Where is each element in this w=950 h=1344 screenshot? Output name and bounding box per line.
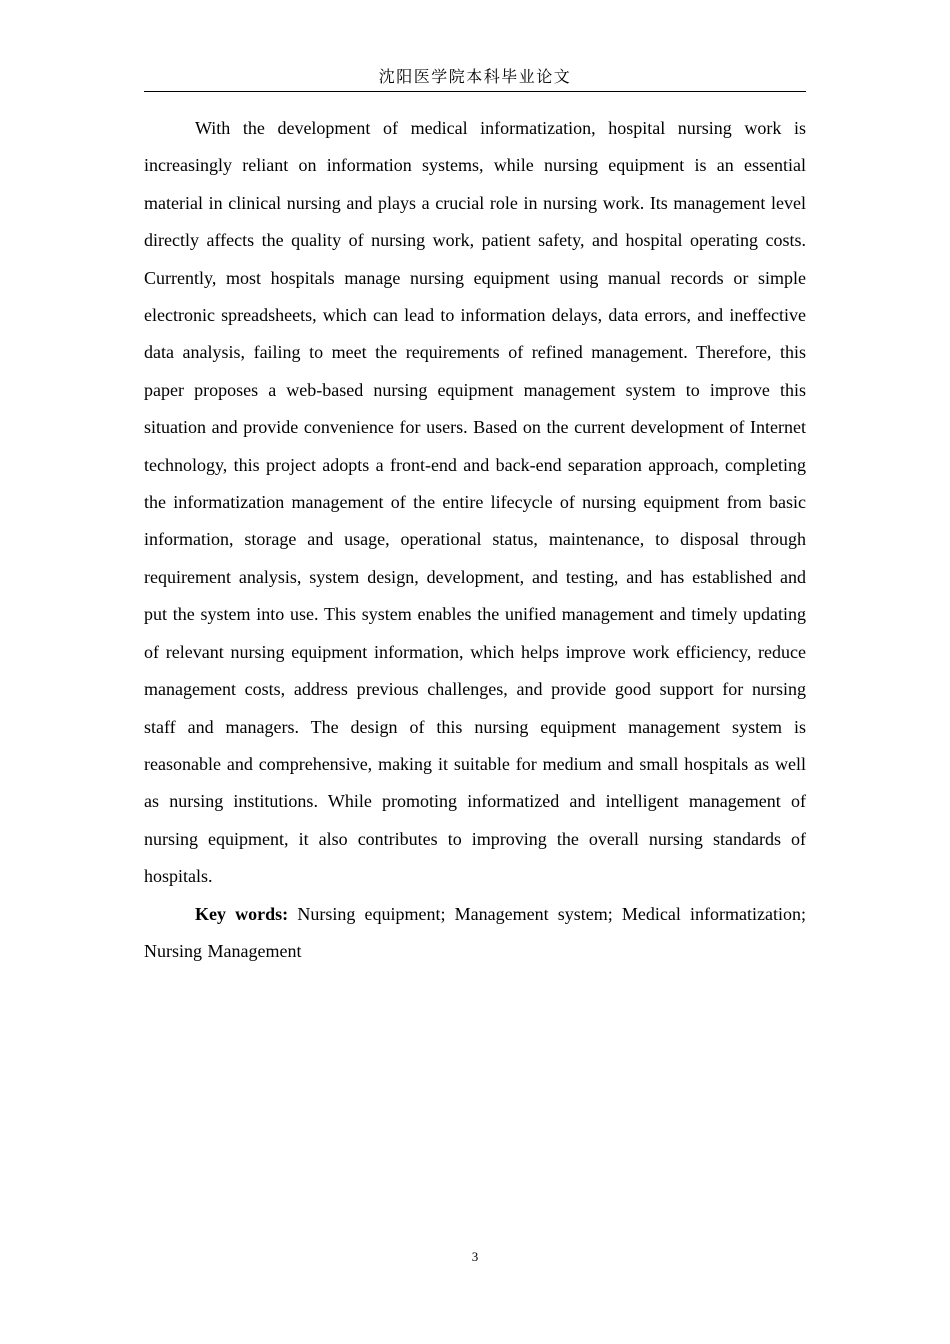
header-rule (144, 91, 806, 92)
keywords-text: Nursing equipment; Management system; Medical informatization; Nursing Management (144, 903, 807, 961)
running-header: 沈阳医学院本科毕业论文 (378, 67, 572, 86)
abstract-section (144, 110, 806, 970)
keywords-line (144, 896, 806, 971)
keywords-label: Key words: (195, 903, 289, 924)
page-number: 3 (471, 1249, 479, 1264)
abstract-paragraph: With the development of medical informatization, hospital nursing work is increasingly reliant on information systems, while nursing equipment is an essential material in clinical nursing and plays a crucial role in nursing work. Its management level directly affects the quality of nursing work, patient safety, and hospital operating costs. Currently, most hospitals manage nursing equipment using manual records or simple electronic spreadsheets, which can lead to information delays, data errors, and ineffective data analysis, failing to meet the requirements of refined management. Therefore, this paper proposes a web-based nursing equipment management system to improve this situation and provide convenience for users. Based on the current development of Internet technology, this project adopts a front-end and back-end separation approach, completing the informatization management of the entire lifecycle of nursing equipment from basic information, storage and usage, operational status, maintenance, to disposal through requirement analysis, system design, development, and testing, and has established and put the system into use. This system enables the unified management and timely updating of relevant nursing equipment information, which helps improve work efficiency, reduce management costs, address previous challenges, and provide good support for nursing staff and managers. The design of this nursing equipment management system is reasonable and comprehensive, making it suitable for medium and small hospitals as well as nursing institutions. While promoting informatized and intelligent management of nursing equipment, it also contributes to improving the overall nursing standards of hospitals. (144, 118, 806, 887)
